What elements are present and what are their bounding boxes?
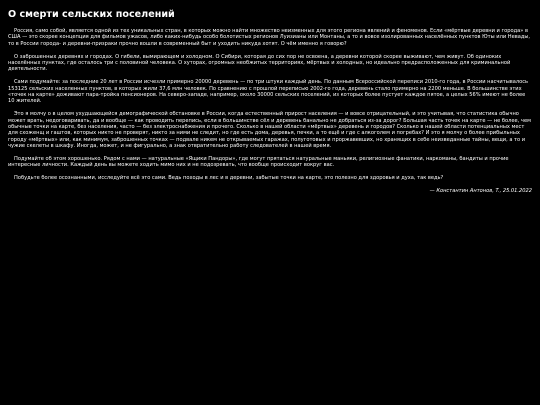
article-title: О смерти сельских поселений (8, 9, 175, 20)
article-paragraph: Это я молчу о в целом ухудшающейся демографической обстановке в России, когда естественный прирост населения — и вовсе отрицательный, и это учитывая, что статистика обычно может врать, недоговаривать, да и вообще — как проводить перепись, если в большинстве сёл и деревень банально не добраться из-за дорог? Большая часть точек на карте — не более, чем обычные точки на карте, без населения, часто — без электроснабжения и прочего. Сколько в нашей области «мёртвых» деревень и городов? Сколько в нашей области потенциальных мест для схоженщ и гаштов, которых никто не проверят, никто за ними не следит, но где есть дома, деревья, печки, а то ещё и где с алкоголем и погребах? И это я молчу о более прибыльных городу «мёртвых» или, как минимум, заброшенных точках — подвале никем не открываемых гаражах, полуготовых и проржавевших, но хранящих в себе неизведанные тайны, вещи, а то и чужие скелеты в шкафу. Иногда, может, и не фигурально, а знак отвратительно работу следователей в нашей время. (8, 111, 531, 150)
article-paragraph: Сами подумайте: за последние 20 лет в России исчезли примерно 20000 деревень — по три штуки каждый день. По данным Всероссийской переписи 2010-го года, в России насчитывалось 153125 сельских населенных пунктов, в которых жили 37,6 млн человек. По сравнению с прошлой переписью 2002-го года, деревень стало примерно на 2200 меньше. В большинстве этих «точек на карте» доживают пара-тройка пенсионеров. На северо-западе, например, около 30000 сельских поселений, из которых более пустует каждое пятое, а целых 56% имеют не более 10 жителей. (8, 79, 529, 105)
article-signature: — Константин Антонов, T., 25.01.2022 (429, 188, 532, 195)
article-paragraph: Подумайте об этом хорошенько. Рядом с нами — натуральные «Ящики Пандоры», где могут прятаться натуральные маньяки, религиозные фанатики, наркоманы, бандиты и прочие интересные личности. Каждый день вы можете ходить мимо них и не подозревать, что вообще происходит вокруг вас. (8, 156, 509, 169)
article-paragraph: Россия, само собой, является одной из тех уникальных стран, в которых можно найти множество неизменных для этого региона явлений и феноменов. Если «мёртвые деревни и города» в США — это скорее концепция для фильмов ужасов, либо каких-нибудь особо болотистых регионов Луизианы или Монтаны, а то и вовсе изолированных населённых пунктов Юты или Невады, то в России города- и деревни-призраки прочно вошли в современный быт и уходить никуда хотят. О чём именно я говорю? (8, 28, 531, 47)
article-paragraph: Побудьте более осознанными, исследуйте всё это сами. Ведь походы в лес и в деревни, забытые точки на карте, это полезно для здоровья и духа, так ведь? (14, 175, 444, 182)
article-paragraph: О заброшенных деревнях и городах. О гибели, вымирающем и холодном. О Сибири, которая до сих пор не освоена, а деревни которой скорее выживают, чем живут. Об одиноких населённых пунктах, где осталось три с половиной человека. О хуторах, огромных необжитых территориях, мёртвых и холодных, но идеально предрасположенных для криминальной деятельности. (8, 53, 511, 73)
